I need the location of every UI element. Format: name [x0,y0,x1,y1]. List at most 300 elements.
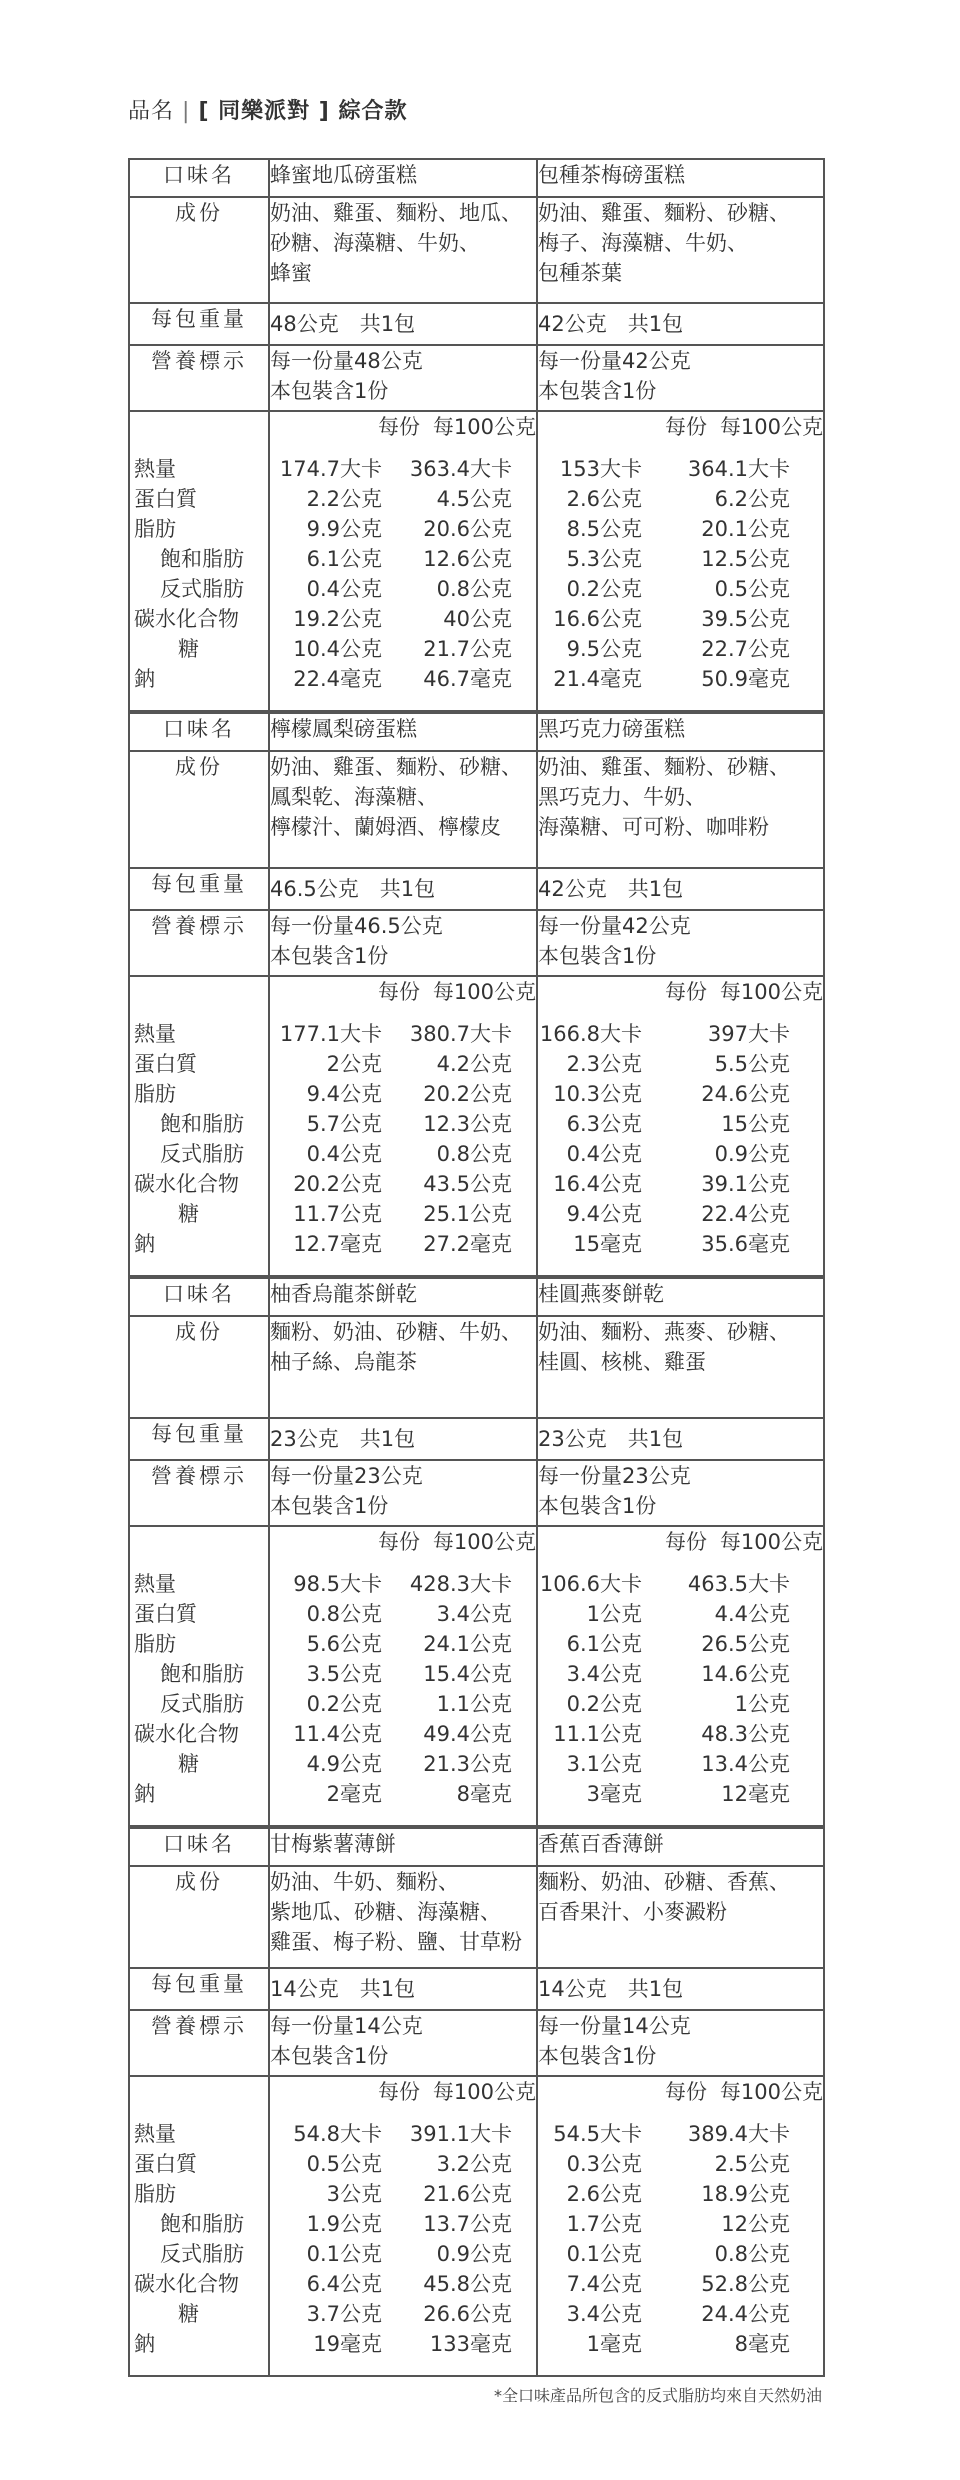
ingredients-label: 成份 [129,1866,269,1968]
per-serving-value: 6.1公克 [306,547,382,571]
per-100g-value: 389.4大卡 [687,2122,790,2146]
per-serving-value: 10.4公克 [293,637,382,661]
per-100g-value: 48.3公克 [701,1722,790,1746]
serving-info [269,1460,537,1526]
ingredients-line: 奶油、雞蛋、麵粉、砂糖、 [538,755,790,779]
nutrient-name: 脂肪 [134,1632,176,1656]
per-serving-value: 16.6公克 [553,607,642,631]
per-serving-value: 2.6公克 [566,487,642,511]
flavor-name: 黑巧克力磅蛋糕 [537,713,824,751]
nutrient-row [538,604,823,634]
nutrient-row [270,2329,536,2359]
per-serving-value: 98.5大卡 [293,1572,382,1596]
serving-size: 每一份量48公克 [270,349,423,373]
per-100g-value: 0.5公克 [714,577,790,601]
per-serving-value: 1.7公克 [566,2212,642,2236]
per-100g-value: 1.1公克 [436,1692,512,1716]
per-100g-value: 12.5公克 [701,547,790,571]
weight-label: 每包重量 [129,303,269,345]
per-100g-header: 每100公克 [432,1530,536,1554]
product-block [128,158,825,712]
nutrient-row [270,1629,536,1659]
nutrient-row [270,574,536,604]
nutrient-row [538,634,823,664]
servings-per-pack: 本包裝含1份 [538,944,657,968]
package-weight: 14公克 共1包 [269,1968,537,2010]
per-serving-value: 177.1大卡 [279,1022,382,1046]
per-100g-value: 15公克 [721,1112,790,1136]
per-100g-value: 391.1大卡 [409,2122,512,2146]
ingredients-cell [269,1866,537,1968]
nutrient-names [129,976,269,1276]
nutrition-column-header [538,977,823,1007]
per-100g-value: 12.3公克 [423,1112,512,1136]
nutrition-values [269,1526,537,1826]
per-100g-value: 27.2毫克 [423,1232,512,1256]
nutrition-label: 營養標示 [129,2010,269,2076]
package-weight: 14公克 共1包 [537,1968,824,2010]
per-serving-value: 6.4公克 [306,2272,382,2296]
per-100g-header: 每100公克 [719,980,823,1004]
nutrition-column-header [270,1527,536,1557]
nutrient-name: 鈉 [134,2332,155,2356]
nutrient-name: 飽和脂肪 [160,547,244,571]
nutrient-row [538,2299,823,2329]
title-separator: | [182,99,191,124]
per-serving-value: 0.1公克 [566,2242,642,2266]
ingredients-line: 奶油、雞蛋、麵粉、砂糖、 [538,201,790,225]
nutrient-row [270,2269,536,2299]
per-serving-value: 6.3公克 [566,1112,642,1136]
weight-label: 每包重量 [129,1418,269,1460]
package-weight: 48公克 共1包 [269,303,537,345]
nutrient-name: 飽和脂肪 [160,1662,244,1686]
ingredients-line: 梅子、海藻糖、牛奶、 [538,231,748,255]
nutrient-row [270,1599,536,1629]
nutrient-name: 蛋白質 [134,1052,197,1076]
nutrient-row [538,2209,823,2239]
per-serving-value: 0.3公克 [566,2152,642,2176]
per-serving-header: 每份 [665,980,707,1004]
per-serving-value: 2毫克 [326,1782,382,1806]
per-100g-value: 463.5大卡 [687,1572,790,1596]
per-serving-value: 11.7公克 [293,1202,382,1226]
ingredients-cell [269,751,537,868]
ingredients-label: 成份 [129,1316,269,1418]
per-100g-value: 0.8公克 [436,577,512,601]
nutrient-row [538,1659,823,1689]
per-100g-value: 3.2公克 [436,2152,512,2176]
per-100g-value: 52.8公克 [701,2272,790,2296]
serving-size: 每一份量42公克 [538,349,691,373]
per-100g-value: 40公克 [443,607,512,631]
nutrient-row [538,1689,823,1719]
nutrient-row [270,484,536,514]
per-100g-value: 397大卡 [707,1022,790,1046]
ingredients-line: 檸檬汁、蘭姆酒、檸檬皮 [270,815,501,839]
per-100g-value: 50.9毫克 [701,667,790,691]
per-100g-value: 364.1大卡 [687,457,790,481]
nutrient-name: 糖 [178,2302,199,2326]
per-100g-value: 26.6公克 [423,2302,512,2326]
ingredients-line: 百香果汁、小麥澱粉 [538,1900,727,1924]
nutrient-row [270,1229,536,1259]
nutrient-names [129,1526,269,1826]
ingredients-label: 成份 [129,197,269,303]
per-serving-value: 9.4公克 [306,1082,382,1106]
nutrient-row [270,514,536,544]
per-100g-header: 每100公克 [719,2080,823,2104]
per-serving-value: 9.5公克 [566,637,642,661]
per-serving-value: 106.6大卡 [539,1572,642,1596]
per-100g-value: 20.6公克 [423,517,512,541]
nutrient-name: 糖 [178,637,199,661]
nutrient-names [129,411,269,711]
nutrient-name: 碳水化合物 [134,1172,239,1196]
per-serving-value: 174.7大卡 [279,457,382,481]
ingredients-line: 黑巧克力、牛奶、 [538,785,706,809]
flavor-name: 檸檬鳳梨磅蛋糕 [269,713,537,751]
nutrition-label: 營養標示 [129,345,269,411]
per-100g-value: 380.7大卡 [409,1022,512,1046]
per-serving-value: 0.2公克 [566,1692,642,1716]
per-100g-value: 8毫克 [456,1782,512,1806]
nutrient-row [538,1569,823,1599]
per-serving-value: 1.9公克 [306,2212,382,2236]
per-serving-value: 12.7毫克 [293,1232,382,1256]
nutrient-name: 飽和脂肪 [160,2212,244,2236]
per-100g-header: 每100公克 [719,1530,823,1554]
nutrition-values [537,411,824,711]
nutrient-row [538,514,823,544]
ingredients-label: 成份 [129,751,269,868]
per-100g-value: 22.4公克 [701,1202,790,1226]
nutrient-name: 反式脂肪 [160,1142,244,1166]
nutrient-name: 蛋白質 [134,2152,197,2176]
serving-size: 每一份量42公克 [538,914,691,938]
nutrient-row [538,1599,823,1629]
nutrition-values [269,411,537,711]
nutrient-row [270,2239,536,2269]
serving-info [269,2010,537,2076]
serving-size: 每一份量14公克 [270,2014,423,2038]
per-100g-value: 21.3公克 [423,1752,512,1776]
per-100g-header: 每100公克 [432,980,536,1004]
per-serving-value: 3.1公克 [566,1752,642,1776]
nutrient-row [270,2149,536,2179]
per-serving-value: 2.6公克 [566,2182,642,2206]
nutrient-row [538,2149,823,2179]
per-serving-header: 每份 [378,415,420,439]
nutrition-column-header [270,412,536,442]
product-block [128,712,825,1277]
per-100g-value: 4.4公克 [714,1602,790,1626]
per-100g-value: 21.6公克 [423,2182,512,2206]
serving-size: 每一份量46.5公克 [270,914,443,938]
nutrient-row [270,1199,536,1229]
ingredients-cell [269,1316,537,1418]
nutrient-name: 碳水化合物 [134,1722,239,1746]
per-100g-value: 12.6公克 [423,547,512,571]
flavor-label: 口味名 [129,159,269,197]
ingredients-cell [269,197,537,303]
per-serving-value: 2公克 [326,1052,382,1076]
per-100g-value: 43.5公克 [423,1172,512,1196]
per-100g-value: 49.4公克 [423,1722,512,1746]
flavor-name: 柚香烏龍茶餅乾 [269,1278,537,1316]
per-100g-value: 2.5公克 [714,2152,790,2176]
nutrient-row [538,1169,823,1199]
servings-per-pack: 本包裝含1份 [538,2044,657,2068]
ingredients-cell [537,197,824,303]
flavor-label: 口味名 [129,1828,269,1866]
per-serving-value: 0.1公克 [306,2242,382,2266]
per-serving-value: 3.7公克 [306,2302,382,2326]
nutrient-row [538,1109,823,1139]
nutrient-name: 熱量 [134,1572,176,1596]
per-serving-value: 9.9公克 [306,517,382,541]
nutrient-row [538,2329,823,2359]
nutrient-row [270,1049,536,1079]
package-weight: 46.5公克 共1包 [269,868,537,910]
per-serving-value: 8.5公克 [566,517,642,541]
per-serving-value: 5.7公克 [306,1112,382,1136]
nutrient-row [270,1019,536,1049]
nutrient-name: 鈉 [134,667,155,691]
product-block [128,1827,825,2377]
per-100g-value: 24.6公克 [701,1082,790,1106]
nutrient-row [270,604,536,634]
nutrient-row [270,1659,536,1689]
per-serving-value: 3.5公克 [306,1662,382,1686]
nutrient-row [538,1229,823,1259]
per-100g-value: 4.5公克 [436,487,512,511]
nutrient-name: 反式脂肪 [160,577,244,601]
per-serving-value: 0.8公克 [306,1602,382,1626]
weight-label: 每包重量 [129,868,269,910]
nutrition-column-header [538,412,823,442]
nutrient-row [270,1719,536,1749]
per-serving-value: 3毫克 [586,1782,642,1806]
nutrient-row [538,454,823,484]
per-serving-value: 0.4公克 [306,577,382,601]
per-serving-value: 19毫克 [313,2332,382,2356]
product-block [128,1277,825,1827]
nutrient-row [270,1749,536,1779]
flavor-name: 桂圓燕麥餅乾 [537,1278,824,1316]
nutrient-name: 糖 [178,1752,199,1776]
flavor-name: 包種茶梅磅蛋糕 [537,159,824,197]
flavor-label: 口味名 [129,713,269,751]
per-100g-value: 0.9公克 [714,1142,790,1166]
ingredients-line: 雞蛋、梅子粉、鹽、甘草粉 [270,1930,522,1954]
per-serving-header: 每份 [665,1530,707,1554]
product-title [128,94,408,125]
nutrient-name: 糖 [178,1202,199,1226]
ingredients-line: 桂圓、核桃、雞蛋 [538,1350,706,1374]
nutrient-row [270,2179,536,2209]
nutrition-column-header [538,2077,823,2107]
title-label: 品名 [128,99,175,124]
serving-info [537,1460,824,1526]
nutrient-name: 脂肪 [134,1082,176,1106]
nutrient-row [270,2299,536,2329]
nutrient-row [538,1079,823,1109]
per-100g-value: 133毫克 [429,2332,512,2356]
nutrient-names [129,2076,269,2376]
flavor-label: 口味名 [129,1278,269,1316]
per-serving-value: 0.4公克 [566,1142,642,1166]
per-100g-header: 每100公克 [432,2080,536,2104]
nutrient-row [270,2119,536,2149]
per-100g-value: 21.7公克 [423,637,512,661]
per-serving-value: 15毫克 [573,1232,642,1256]
ingredients-line: 麵粉、奶油、砂糖、牛奶、 [270,1320,522,1344]
per-100g-value: 1公克 [734,1692,790,1716]
nutrient-row [270,634,536,664]
per-serving-value: 21.4毫克 [553,667,642,691]
ingredients-line: 麵粉、奶油、砂糖、香蕉、 [538,1870,790,1894]
per-serving-value: 20.2公克 [293,1172,382,1196]
per-serving-value: 11.1公克 [553,1722,642,1746]
nutrient-name: 鈉 [134,1782,155,1806]
per-100g-value: 0.8公克 [436,1142,512,1166]
servings-per-pack: 本包裝含1份 [538,1494,657,1518]
ingredients-line: 奶油、雞蛋、麵粉、地瓜、 [270,201,522,225]
flavor-name: 甘梅紫薯薄餅 [269,1828,537,1866]
per-serving-value: 4.9公克 [306,1752,382,1776]
nutrient-row [270,1109,536,1139]
per-100g-value: 428.3大卡 [409,1572,512,1596]
per-serving-value: 0.4公克 [306,1142,382,1166]
per-serving-value: 54.8大卡 [293,2122,382,2146]
servings-per-pack: 本包裝含1份 [270,944,389,968]
nutrient-row [538,1019,823,1049]
per-100g-value: 3.4公克 [436,1602,512,1626]
nutrition-column-header [270,977,536,1007]
per-serving-value: 2.2公克 [306,487,382,511]
nutrient-row [538,2269,823,2299]
ingredients-line: 奶油、麵粉、燕麥、砂糖、 [538,1320,790,1344]
nutrient-row [538,544,823,574]
nutrition-column-header [538,1527,823,1557]
nutrient-name: 蛋白質 [134,1602,197,1626]
per-100g-value: 4.2公克 [436,1052,512,1076]
nutrient-name: 脂肪 [134,517,176,541]
per-100g-value: 20.2公克 [423,1082,512,1106]
nutrient-row [538,574,823,604]
per-serving-value: 166.8大卡 [539,1022,642,1046]
per-serving-value: 10.3公克 [553,1082,642,1106]
ingredients-line: 海藻糖、可可粉、咖啡粉 [538,815,769,839]
nutrient-row [538,1749,823,1779]
per-serving-header: 每份 [665,2080,707,2104]
ingredients-line: 包種茶葉 [538,261,622,285]
per-serving-header: 每份 [378,2080,420,2104]
serving-info [537,345,824,411]
nutrition-label: 營養標示 [129,1460,269,1526]
nutrient-row [538,1049,823,1079]
per-serving-header: 每份 [665,415,707,439]
nutrient-name: 鈉 [134,1232,155,1256]
nutrient-row [270,1139,536,1169]
nutrient-name: 脂肪 [134,2182,176,2206]
ingredients-line: 奶油、雞蛋、麵粉、砂糖、 [270,755,522,779]
per-100g-value: 25.1公克 [423,1202,512,1226]
per-serving-value: 3.4公克 [566,1662,642,1686]
per-serving-value: 7.4公克 [566,2272,642,2296]
per-serving-value: 6.1公克 [566,1632,642,1656]
nutrient-row [538,1779,823,1809]
per-100g-value: 15.4公克 [423,1662,512,1686]
per-serving-value: 22.4毫克 [293,667,382,691]
per-serving-value: 16.4公克 [553,1172,642,1196]
per-serving-value: 1公克 [586,1602,642,1626]
nutrient-row [270,454,536,484]
servings-per-pack: 本包裝含1份 [270,1494,389,1518]
per-serving-value: 3.4公克 [566,2302,642,2326]
nutrition-values [269,976,537,1276]
per-100g-value: 46.7毫克 [423,667,512,691]
per-serving-value: 0.2公克 [306,1692,382,1716]
nutrient-row [538,664,823,694]
nutrition-values [537,1526,824,1826]
nutrition-values [537,2076,824,2376]
ingredients-cell [537,751,824,868]
flavor-name: 香蕉百香薄餅 [537,1828,824,1866]
per-serving-value: 2.3公克 [566,1052,642,1076]
per-100g-value: 39.5公克 [701,607,790,631]
nutrient-row [538,1139,823,1169]
per-100g-value: 6.2公克 [714,487,790,511]
nutrient-row [270,544,536,574]
servings-per-pack: 本包裝含1份 [270,2044,389,2068]
serving-size: 每一份量23公克 [538,1464,691,1488]
nutrient-name: 蛋白質 [134,487,197,511]
per-100g-value: 14.6公克 [701,1662,790,1686]
per-100g-value: 12公克 [721,2212,790,2236]
weight-label: 每包重量 [129,1968,269,2010]
serving-info [537,2010,824,2076]
ingredients-line: 蜂蜜 [270,261,312,285]
per-serving-value: 54.5大卡 [553,2122,642,2146]
per-serving-value: 11.4公克 [293,1722,382,1746]
serving-info [269,910,537,976]
nutrition-sheet [128,158,823,2377]
per-100g-value: 13.7公克 [423,2212,512,2236]
nutrition-values [269,2076,537,2376]
ingredients-line: 柚子絲、烏龍茶 [270,1350,417,1374]
per-100g-value: 39.1公克 [701,1172,790,1196]
nutrient-name: 熱量 [134,1022,176,1046]
per-serving-value: 19.2公克 [293,607,382,631]
nutrient-row [538,1719,823,1749]
per-serving-value: 1毫克 [586,2332,642,2356]
nutrient-name: 反式脂肪 [160,1692,244,1716]
nutrient-row [538,1199,823,1229]
per-serving-value: 0.5公克 [306,2152,382,2176]
per-100g-value: 45.8公克 [423,2272,512,2296]
package-weight: 42公克 共1包 [537,868,824,910]
ingredients-cell [537,1316,824,1418]
nutrient-row [538,2239,823,2269]
nutrient-row [538,2179,823,2209]
package-weight: 23公克 共1包 [269,1418,537,1460]
ingredients-line: 砂糖、海藻糖、牛奶、 [270,231,480,255]
serving-info [269,345,537,411]
nutrient-row [538,2119,823,2149]
serving-info [537,910,824,976]
